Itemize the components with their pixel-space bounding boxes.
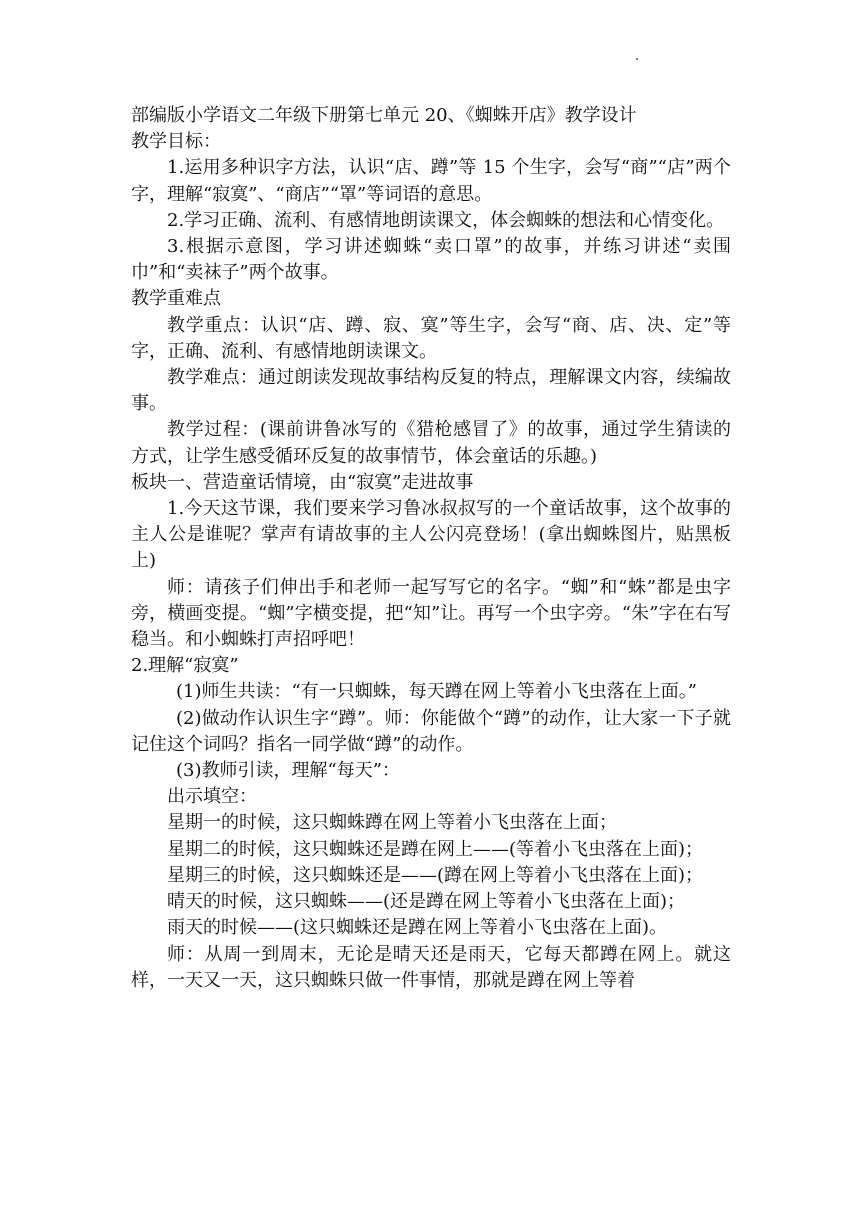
paragraph: 星期三的时候，这只蜘蛛还是——(蹲在网上等着小飞虫落在上面)； <box>167 864 704 886</box>
paragraph: 1.今天这节课，我们要来学习鲁冰叔叔写的一个童话故事，这个故事的主人公是谁呢？掌声有请故事的主人公闪亮登场！(拿出蜘蛛图片，贴黑板上) <box>131 498 731 572</box>
paragraph: 雨天的时候——(这只蜘蛛还是蹲在网上等着小飞虫落在上面)。 <box>167 917 668 939</box>
paragraph: (3)教师引读，理解“每天”： <box>176 760 400 782</box>
paragraph: 教学目标： <box>131 131 221 153</box>
document-body <box>131 103 731 994</box>
paragraph: 2.理解“寂寞” <box>131 655 239 677</box>
paragraph: 教学难点：通过朗读发现故事结构反复的特点，理解课文内容，续编故事。 <box>131 367 731 415</box>
document-title: 部编版小学语文二年级下册第七单元 20、《蜘蛛开店》教学设计 <box>131 105 637 126</box>
paragraph: 教学重点：认识“店、蹲、寂、寞”等生字，会写“商、店、决、定”等字，正确、流利、有感情地朗读课文。 <box>131 314 731 362</box>
paragraph-list <box>131 129 731 994</box>
paragraph: 教学重难点 <box>131 288 221 310</box>
paragraph: 板块一、营造童话情境，由“寂寞”走进故事 <box>131 471 474 493</box>
paragraph: 2.学习正确、流利、有感情地朗读课文，体会蜘蛛的想法和心情变化。 <box>167 209 725 231</box>
header-dot <box>636 58 638 60</box>
paragraph: 师：从周一到周末，无论是晴天还是雨天，它每天都蹲在网上。就这样，一天又一天，这只蜘蛛只做一件事情，那就是蹲在网上等着 <box>131 943 731 991</box>
paragraph: 3.根据示意图，学习讲述蜘蛛“卖口罩”的故事，并练习讲述“卖围巾”和“卖袜子”两个故事。 <box>131 236 731 284</box>
paragraph: 师：请孩子们伸出手和老师一起写写它的名字。“蜘”和“蛛”都是虫字旁，横画变提。“蜘”字横变提，把“知”让。再写一个虫字旁。“朱”字在右写稳当。和小蜘蛛打声招呼吧！ <box>131 576 731 651</box>
paragraph: 星期一的时候，这只蜘蛛蹲在网上等着小飞虫落在上面； <box>167 812 617 834</box>
paragraph: 星期二的时候，这只蜘蛛还是蹲在网上——(等着小飞虫落在上面)； <box>167 838 704 860</box>
paragraph: 晴天的时候，这只蜘蛛——(还是蹲在网上等着小飞虫落在上面)； <box>167 891 686 913</box>
paragraph: (1)师生共读：“有一只蜘蛛，每天蹲在网上等着小飞虫落在上面。” <box>176 681 697 703</box>
paragraph: 教学过程：(课前讲鲁冰写的《猎枪感冒了》的故事，通过学生猜读的方式，让学生感受循环反复的故事情节，体会童话的乐趣。) <box>131 419 731 467</box>
paragraph: 出示填空： <box>167 786 257 808</box>
paragraph: (2)做动作认识生字“蹲”。师：你能做个“蹲”的动作，让大家一下子就记住这个词吗？指名一同学做“蹲”的动作。 <box>131 707 731 755</box>
paragraph: 1.运用多种识字方法，认识“店、蹲”等 15 个生字，会写“商”“店”两个字，理解“寂寞”、“商店”“罩”等词语的意思。 <box>131 157 731 205</box>
